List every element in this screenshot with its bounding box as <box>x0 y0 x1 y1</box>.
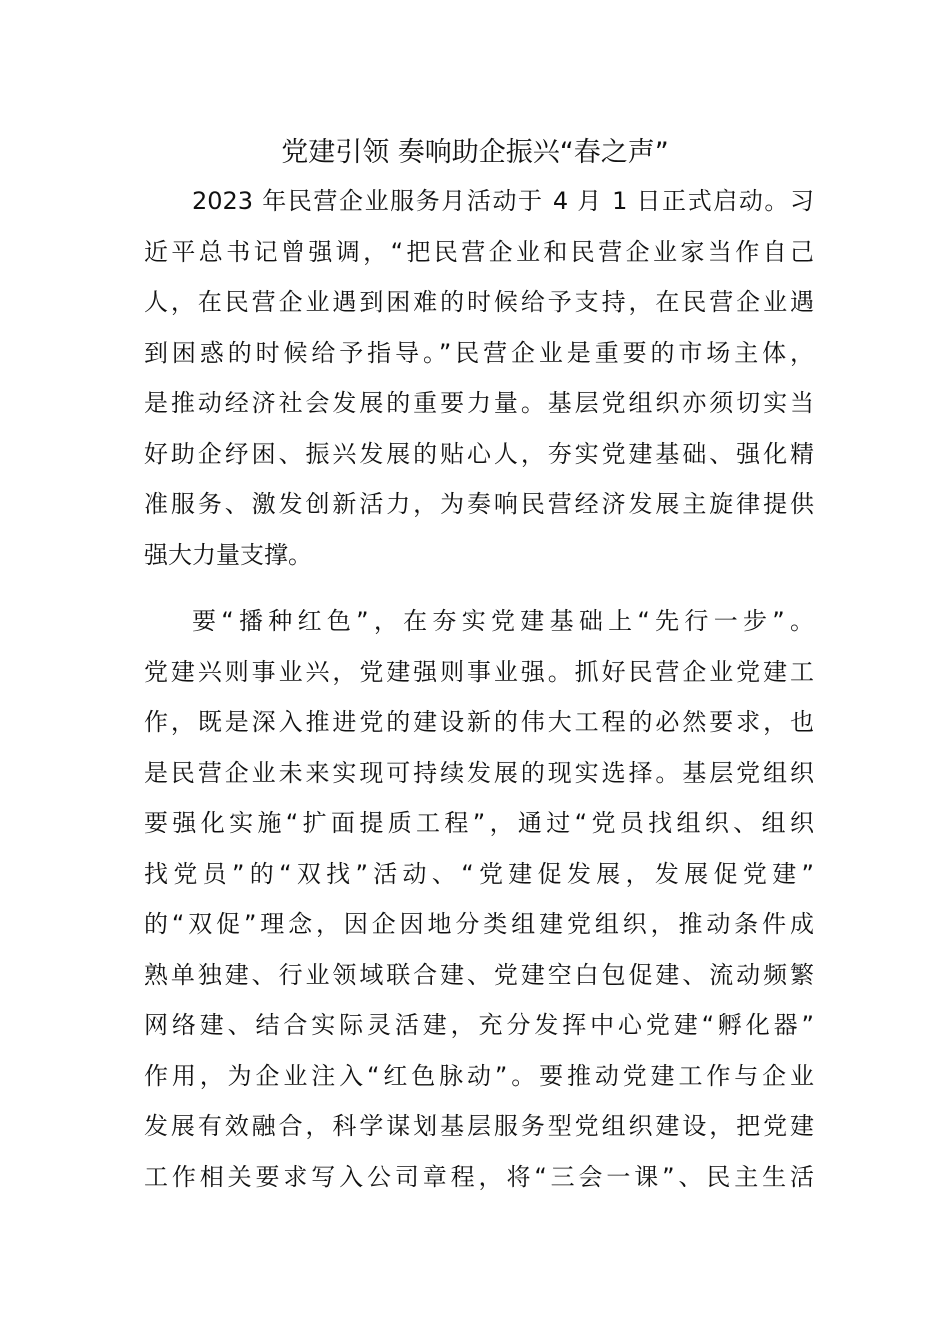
paragraph-2 <box>144 596 814 1202</box>
paragraph-line: 党建兴则事业兴，党建强则事业强。抓好民营企业党建工 <box>144 657 814 686</box>
paragraph-line: 工作相关要求写入公司章程，将“三会一课”、民主生活 <box>144 1162 814 1191</box>
paragraph-line: 网络建、结合实际灵活建，充分发挥中心党建“孵化器” <box>144 1011 814 1039</box>
paragraph-line: 作用，为企业注入“红色脉动”。要推动党建工作与企业 <box>144 1061 814 1090</box>
paragraph-line: 准服务、激发创新活力，为奏响民营经济发展主旋律提供 <box>144 490 814 518</box>
document-title: 党建引领 奏响助企振兴“春之声” <box>281 137 669 168</box>
paragraph-line: 是民营企业未来实现可持续发展的现实选择。基层党组织 <box>144 758 814 787</box>
paragraph-line: 作，既是深入推进党的建设新的伟大工程的必然要求，也 <box>144 708 814 736</box>
paragraph-line: 到困惑的时候给予指导。”民营企业是重要的市场主体， <box>144 338 814 367</box>
paragraph-line: 2023 年民营企业服务月活动于 4 月 1 日正式启动。习 <box>192 187 814 215</box>
paragraph-line: 熟单独建、行业领域联合建、党建空白包促建、流动频繁 <box>144 960 814 989</box>
paragraph-line: 发展有效融合，科学谋划基层服务型党组织建设，把党建 <box>144 1112 814 1140</box>
paragraph-line: 要“播种红色”，在夯实党建基础上“先行一步”。 <box>192 607 814 635</box>
paragraph-line: 强大力量支撑。 <box>144 540 312 569</box>
paragraph-line: 好助企纾困、振兴发展的贴心人，夯实党建基础、强化精 <box>144 439 814 468</box>
paragraph-line: 近平总书记曾强调，“把民营企业和民营企业家当作自己 <box>144 237 814 266</box>
paragraph-line: 要强化实施“扩面提质工程”，通过“党员找组织、组织 <box>144 809 814 837</box>
paragraph-line: 是推动经济社会发展的重要力量。基层党组织亦须切实当 <box>144 389 814 417</box>
paragraph-1 <box>144 176 814 580</box>
paragraph-line: 找党员”的“双找”活动、“党建促发展，发展促党建” <box>144 859 814 888</box>
paragraph-line: 的“双促”理念，因企因地分类组建党组织，推动条件成 <box>144 910 814 938</box>
paragraph-line: 人，在民营企业遇到困难的时候给予支持，在民营企业遇 <box>144 288 814 316</box>
